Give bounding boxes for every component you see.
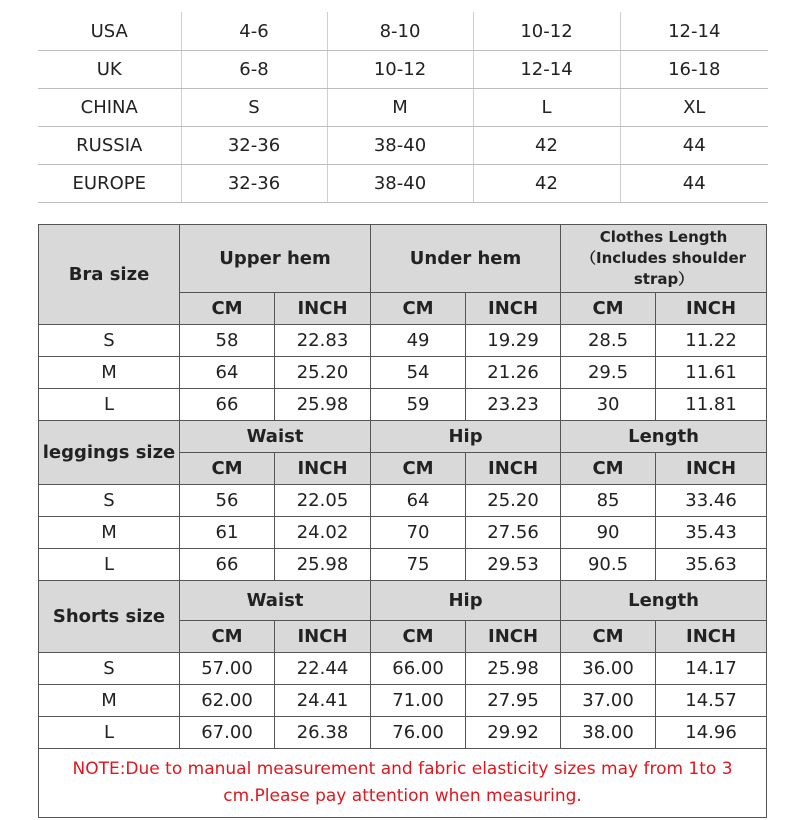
value-cell: 23.23 bbox=[466, 389, 561, 421]
size-label: L bbox=[39, 549, 180, 581]
value-cell: 22.83 bbox=[275, 325, 371, 357]
note-row bbox=[39, 749, 767, 818]
size-cell: M bbox=[327, 89, 473, 127]
value-cell: 21.26 bbox=[466, 357, 561, 389]
cm-header: CM bbox=[561, 621, 656, 653]
value-cell: 36.00 bbox=[561, 653, 656, 685]
value-cell: 71.00 bbox=[371, 685, 466, 717]
value-cell: 14.96 bbox=[656, 717, 767, 749]
table-row bbox=[38, 165, 768, 203]
table-row bbox=[39, 549, 767, 581]
size-label: S bbox=[39, 325, 180, 357]
value-cell: 27.56 bbox=[466, 517, 561, 549]
value-cell: 14.17 bbox=[656, 653, 767, 685]
inch-header: INCH bbox=[275, 293, 371, 325]
value-cell: 14.57 bbox=[656, 685, 767, 717]
table-row bbox=[39, 685, 767, 717]
value-cell: 58 bbox=[180, 325, 275, 357]
cm-header: CM bbox=[561, 453, 656, 485]
inch-header: INCH bbox=[656, 293, 767, 325]
value-cell: 25.98 bbox=[275, 549, 371, 581]
region-label: UK bbox=[38, 51, 181, 89]
table-row bbox=[39, 485, 767, 517]
value-cell: 85 bbox=[561, 485, 656, 517]
table-row bbox=[39, 389, 767, 421]
size-cell: 4-6 bbox=[181, 12, 327, 51]
value-cell: 59 bbox=[371, 389, 466, 421]
value-cell: 26.38 bbox=[275, 717, 371, 749]
size-label: S bbox=[39, 485, 180, 517]
value-cell: 56 bbox=[180, 485, 275, 517]
size-cell: 38-40 bbox=[327, 165, 473, 203]
value-cell: 62.00 bbox=[180, 685, 275, 717]
inch-header: INCH bbox=[656, 453, 767, 485]
value-cell: 67.00 bbox=[180, 717, 275, 749]
size-label: M bbox=[39, 685, 180, 717]
value-cell: 29.5 bbox=[561, 357, 656, 389]
bra-header-row bbox=[39, 225, 767, 293]
value-cell: 24.02 bbox=[275, 517, 371, 549]
under-hem-header: Under hem bbox=[371, 225, 561, 293]
value-cell: 25.20 bbox=[466, 485, 561, 517]
value-cell: 30 bbox=[561, 389, 656, 421]
measurement-table bbox=[38, 224, 767, 818]
size-cell: 10-12 bbox=[327, 51, 473, 89]
value-cell: 76.00 bbox=[371, 717, 466, 749]
value-cell: 25.20 bbox=[275, 357, 371, 389]
value-cell: 90.5 bbox=[561, 549, 656, 581]
size-cell: 44 bbox=[620, 165, 768, 203]
cm-header: CM bbox=[180, 453, 275, 485]
value-cell: 19.29 bbox=[466, 325, 561, 357]
table-row bbox=[38, 12, 768, 51]
value-cell: 35.63 bbox=[656, 549, 767, 581]
value-cell: 11.61 bbox=[656, 357, 767, 389]
hip-header: Hip bbox=[371, 581, 561, 621]
size-label: S bbox=[39, 653, 180, 685]
hip-header: Hip bbox=[371, 421, 561, 453]
size-cell: 42 bbox=[473, 127, 620, 165]
value-cell: 61 bbox=[180, 517, 275, 549]
waist-header: Waist bbox=[180, 581, 371, 621]
table-row bbox=[39, 357, 767, 389]
inch-header: INCH bbox=[275, 621, 371, 653]
cm-header: CM bbox=[371, 453, 466, 485]
inch-header: INCH bbox=[656, 621, 767, 653]
region-label: USA bbox=[38, 12, 181, 51]
value-cell: 25.98 bbox=[466, 653, 561, 685]
inch-header: INCH bbox=[466, 293, 561, 325]
value-cell: 37.00 bbox=[561, 685, 656, 717]
length-header: Length bbox=[561, 581, 767, 621]
size-cell: 10-12 bbox=[473, 12, 620, 51]
size-cell: 42 bbox=[473, 165, 620, 203]
region-label: EUROPE bbox=[38, 165, 181, 203]
cm-header: CM bbox=[180, 621, 275, 653]
value-cell: 22.44 bbox=[275, 653, 371, 685]
size-cell: S bbox=[181, 89, 327, 127]
size-cell: 8-10 bbox=[327, 12, 473, 51]
value-cell: 54 bbox=[371, 357, 466, 389]
size-cell: L bbox=[473, 89, 620, 127]
size-cell: 12-14 bbox=[620, 12, 768, 51]
cm-header: CM bbox=[180, 293, 275, 325]
size-cell: 6-8 bbox=[181, 51, 327, 89]
size-cell: 16-18 bbox=[620, 51, 768, 89]
value-cell: 29.53 bbox=[466, 549, 561, 581]
value-cell: 75 bbox=[371, 549, 466, 581]
size-cell: 44 bbox=[620, 127, 768, 165]
measurement-note: NOTE:Due to manual measurement and fabric elasticity sizes may from 1to 3 cm.Please pay attention when measuring. bbox=[39, 749, 767, 818]
size-label: L bbox=[39, 717, 180, 749]
inch-header: INCH bbox=[466, 621, 561, 653]
value-cell: 66 bbox=[180, 549, 275, 581]
table-row bbox=[39, 653, 767, 685]
table-row bbox=[38, 89, 768, 127]
table-row bbox=[39, 325, 767, 357]
value-cell: 66 bbox=[180, 389, 275, 421]
size-cell: 12-14 bbox=[473, 51, 620, 89]
shorts-header-row bbox=[39, 581, 767, 621]
region-label: RUSSIA bbox=[38, 127, 181, 165]
value-cell: 22.05 bbox=[275, 485, 371, 517]
value-cell: 24.41 bbox=[275, 685, 371, 717]
clothes-length-header: Clothes Length（Includes shoulder strap） bbox=[561, 225, 767, 293]
value-cell: 64 bbox=[371, 485, 466, 517]
value-cell: 38.00 bbox=[561, 717, 656, 749]
inch-header: INCH bbox=[466, 453, 561, 485]
value-cell: 33.46 bbox=[656, 485, 767, 517]
value-cell: 11.22 bbox=[656, 325, 767, 357]
value-cell: 25.98 bbox=[275, 389, 371, 421]
length-header: Length bbox=[561, 421, 767, 453]
value-cell: 49 bbox=[371, 325, 466, 357]
waist-header: Waist bbox=[180, 421, 371, 453]
size-cell: 32-36 bbox=[181, 127, 327, 165]
value-cell: 70 bbox=[371, 517, 466, 549]
cm-header: CM bbox=[561, 293, 656, 325]
size-cell: XL bbox=[620, 89, 768, 127]
inch-header: INCH bbox=[275, 453, 371, 485]
value-cell: 64 bbox=[180, 357, 275, 389]
value-cell: 28.5 bbox=[561, 325, 656, 357]
cm-header: CM bbox=[371, 621, 466, 653]
leggings-header-row bbox=[39, 421, 767, 453]
value-cell: 90 bbox=[561, 517, 656, 549]
shorts-size-title: Shorts size bbox=[39, 581, 180, 653]
value-cell: 57.00 bbox=[180, 653, 275, 685]
size-cell: 32-36 bbox=[181, 165, 327, 203]
size-label: L bbox=[39, 389, 180, 421]
upper-hem-header: Upper hem bbox=[180, 225, 371, 293]
leggings-size-title: leggings size bbox=[39, 421, 180, 485]
table-row bbox=[38, 51, 768, 89]
size-label: M bbox=[39, 517, 180, 549]
size-label: M bbox=[39, 357, 180, 389]
size-cell: 38-40 bbox=[327, 127, 473, 165]
cm-header: CM bbox=[371, 293, 466, 325]
table-row bbox=[39, 717, 767, 749]
table-row bbox=[39, 517, 767, 549]
country-size-table bbox=[38, 12, 768, 203]
value-cell: 29.92 bbox=[466, 717, 561, 749]
table-row bbox=[38, 127, 768, 165]
value-cell: 11.81 bbox=[656, 389, 767, 421]
value-cell: 66.00 bbox=[371, 653, 466, 685]
bra-size-title: Bra size bbox=[39, 225, 180, 325]
value-cell: 27.95 bbox=[466, 685, 561, 717]
value-cell: 35.43 bbox=[656, 517, 767, 549]
region-label: CHINA bbox=[38, 89, 181, 127]
